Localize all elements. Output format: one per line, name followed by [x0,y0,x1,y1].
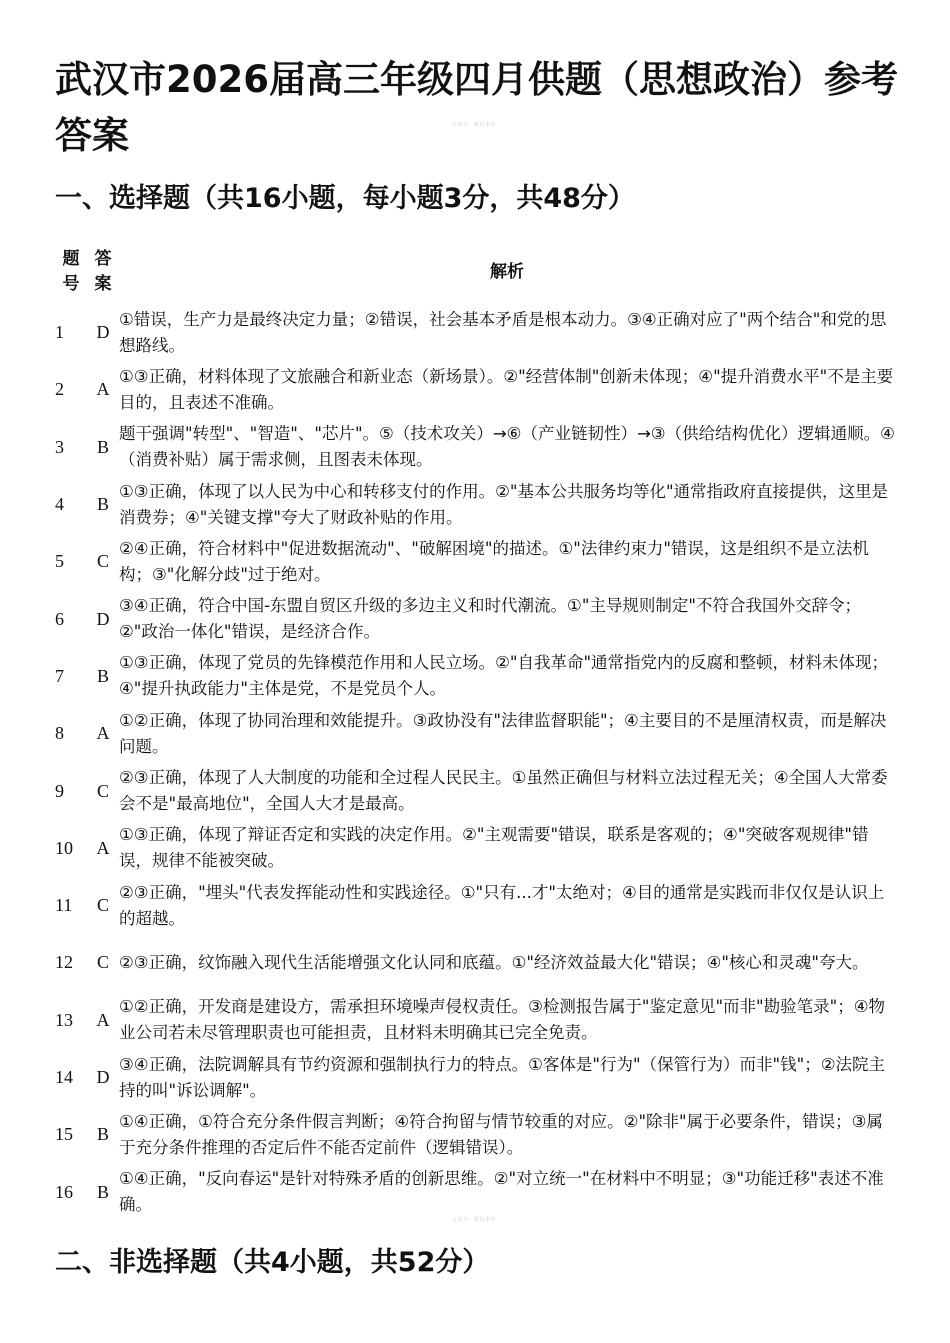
header-answer: 答案 [94,249,112,294]
table-row [55,705,895,762]
answer-letter: D [96,1067,110,1087]
answer-explanation: ①④正确，①符合充分条件假言判断；④符合拘留与情节较重的对应。②"除非"属于必要条件，错误；③属于充分条件推理的否定后件不能否定前件（逻辑错误）。 [119,1111,883,1157]
question-number: 4 [55,494,64,515]
answer-letter: A [96,837,110,858]
answer-letter: A [96,723,110,744]
watermark-bottom: 公众号：教员本草 [452,1217,497,1223]
section-title-multiple-choice: 一、选择题（共16小题，每小题3分，共48分） [55,183,635,214]
section-title-non-choice: 二、非选择题（共4小题，共52分） [55,1247,490,1278]
table-row [55,820,895,877]
question-number: 2 [55,379,64,400]
answer-explanation: ①③正确，材料体现了文旅融合和新业态（新场景）。②"经营体制"创新未体现；④"提升消费水平"不是主要目的，且表述不准确。 [119,366,894,412]
answer-letter: A [96,379,110,400]
question-number: 6 [55,608,64,629]
answer-explanation: ①③正确，体现了党员的先锋模范作用和人民立场。②"自我革命"通常指党内的反腐和整顿，材料未体现；④"提升执政能力"主体是党，不是党员个人。 [119,653,889,699]
watermark-top: 公众号：教员本草 [452,122,497,128]
answer-explanation: 题干强调"转型"、"智造"、"芯片"。⑤（技术攻关）→⑥（产业链韧性）→③（供给结构优化）逻辑通顺。④（消费补贴）属于需求侧，且图表未体现。 [119,424,895,470]
answer-explanation: ①③正确，体现了辩证否定和实践的决定作用。②"主观需要"错误，联系是客观的；④"突破客观规律"错误，规律不能被突破。 [119,825,869,871]
answer-letter: B [96,1124,109,1145]
answer-letter: C [96,895,109,916]
table-row [55,877,895,934]
answer-letter: D [96,322,110,343]
answer-explanation: ①错误，生产力是最终决定力量；②错误，社会基本矛盾是根本动力。③④正确对应了"两个结合"和党的思想路线。 [119,309,887,355]
answer-explanation: ②③正确，纹饰融入现代生活能增强文化认同和底蕴。①"经济效益最大化"错误；④"核心和灵魂"夸大。 [119,952,869,972]
answer-table [55,240,895,1221]
document-title: 武汉市2026届高三年级四月供题（思想政治）参考答案 [55,58,898,157]
header-number: 题号 [62,249,80,294]
question-number: 14 [55,1067,73,1087]
answer-letter: B [96,436,109,457]
question-number: 5 [55,551,64,572]
header-explanation: 解析 [490,262,524,282]
answer-letter: A [96,1009,110,1030]
table-row [55,1049,895,1106]
answer-explanation: ②③正确，"埋头"代表发挥能动性和实践途径。①"只有...才"太绝对；④目的通常是实践而非仅仅是认识上的超越。 [119,882,885,928]
answer-table-body [55,304,895,1221]
table-row [55,648,895,705]
question-number: 7 [55,665,64,686]
table-row [55,304,895,361]
table-row [55,1106,895,1163]
question-number: 9 [55,780,64,801]
answer-explanation: ①②正确，体现了协同治理和效能提升。③政协没有"法律监督职能"；④主要目的不是厘清权责，而是解决问题。 [119,710,887,756]
question-number: 3 [55,436,64,457]
answer-letter: C [96,952,109,973]
table-row [55,419,895,476]
answer-letter: B [96,665,109,686]
question-number: 12 [55,952,73,973]
answer-explanation: ③④正确，法院调解具有节约资源和强制执行力的特点。①客体是"行为"（保管行为）而非"钱"；②法院主持的叫"诉讼调解"。 [119,1054,886,1100]
answer-explanation: ①③正确，体现了以人民为中心和转移支付的作用。②"基本公共服务均等化"通常指政府直接提供，这里是消费券；④"关键支撑"夸大了财政补贴的作用。 [119,481,889,527]
table-row [55,762,895,819]
table-row [55,476,895,533]
answer-explanation: ①②正确，开发商是建设方，需承担环境噪声侵权责任。③检测报告属于"鉴定意见"而非"勘验笔录"；④物业公司若未尽管理职责也可能担责，且材料未明确其已完全免责。 [119,997,886,1043]
answer-letter: B [96,1181,109,1202]
question-number: 11 [55,895,73,916]
table-row [55,590,895,647]
answer-explanation: ②③正确，体现了人大制度的功能和全过程人民民主。①虽然正确但与材料立法过程无关；④全国人大常委会不是"最高地位"，全国人大才是最高。 [119,768,888,814]
question-number: 13 [55,1009,73,1030]
answer-explanation: ①④正确，"反向春运"是针对特殊矛盾的创新思维。②"对立统一"在材料中不明显；③"功能迁移"表述不准确。 [119,1169,884,1215]
question-number: 1 [55,322,64,343]
table-row [55,1163,895,1220]
answer-letter: D [96,608,110,629]
table-row [55,361,895,418]
question-number: 8 [55,723,64,744]
table-header-row [55,240,895,304]
table-row [55,992,895,1049]
table-row [55,533,895,590]
table-row [55,934,895,991]
answer-letter: B [96,494,109,515]
answer-letter: C [96,780,109,801]
answer-explanation: ②④正确，符合材料中"促进数据流动"、"破解困境"的描述。①"法律约束力"错误，这是组织不是立法机构；③"化解分歧"过于绝对。 [119,538,869,584]
answer-explanation: ③④正确，符合中国-东盟自贸区升级的多边主义和时代潮流。①"主导规则制定"不符合我国外交辞令；②"政治一体化"错误，是经济合作。 [119,596,862,642]
question-number: 10 [55,837,73,858]
answer-letter: C [96,551,109,572]
question-number: 16 [55,1181,73,1202]
question-number: 15 [55,1124,73,1145]
